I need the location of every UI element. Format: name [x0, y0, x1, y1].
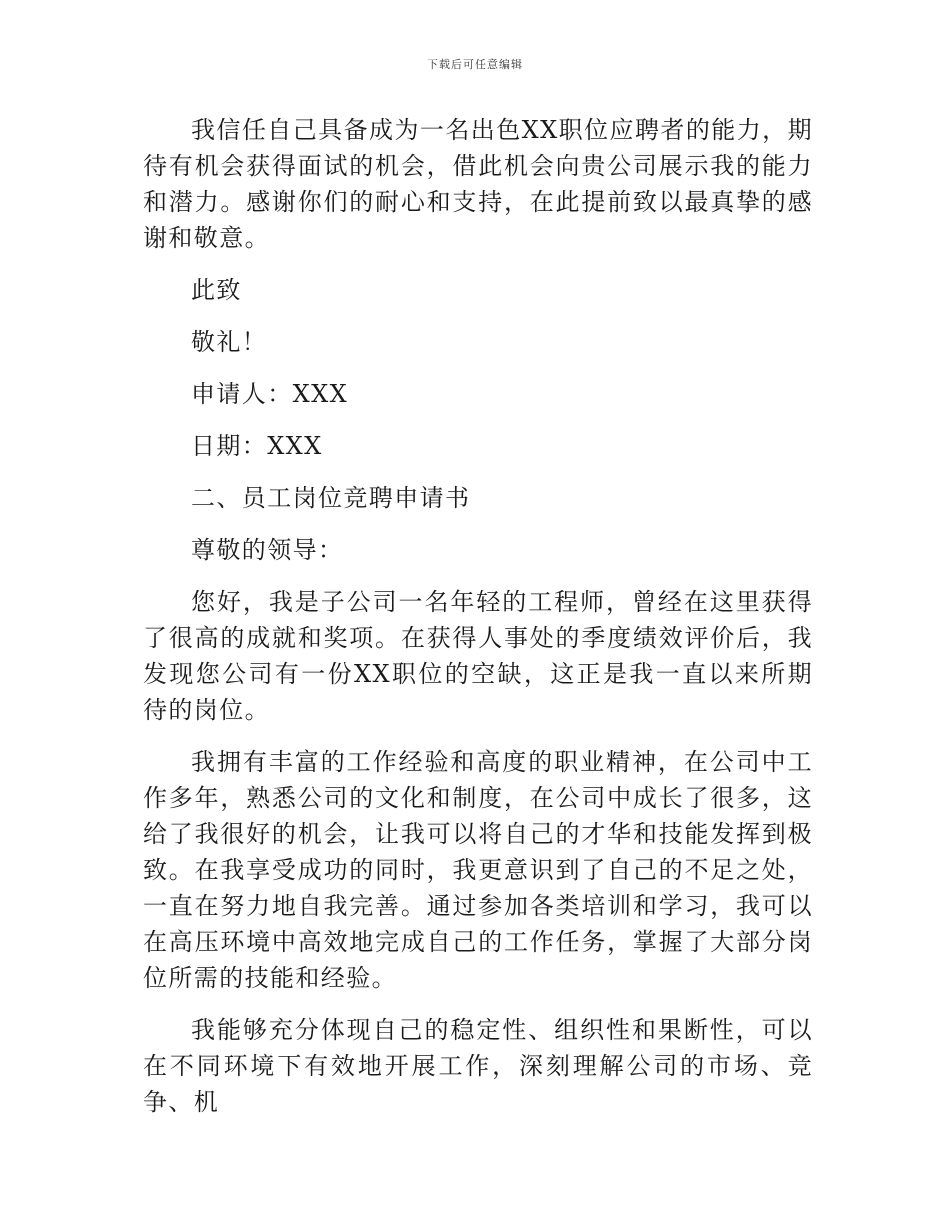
document-body — [143, 112, 813, 1120]
closing-line-1: 此致 — [191, 276, 242, 304]
paragraph-experience: 我拥有丰富的工作经验和高度的职业精神，在公司中工作多年，熟悉公司的文化和制度，在公司中成长了很多，这给了我很好的机会，让我可以将自己的才华和技能发挥到极致。在我享受成功的同时，我更意识到了自己的不足之处，一直在努力地自我完善。通过参加各类培训和学习，我可以在高压环境中高效地完成自己的工作任务，掌握了大部分岗位所需的技能和经验。 — [143, 748, 813, 992]
paragraph-qualities: 我能够充分体现自己的稳定性、组织性和果断性，可以在不同环境下有效地开展工作，深刻理解公司的市场、竞争、机 — [143, 1016, 813, 1116]
paragraph-intro: 您好，我是子公司一名年轻的工程师，曾经在这里获得了很高的成就和奖项。在获得人事处的季度绩效评价后，我发现您公司有一份XX职位的空缺，这正是我一直以来所期待的岗位。 — [143, 588, 813, 724]
closing-line-2: 敬礼！ — [191, 328, 268, 356]
section-title: 二、员工岗位竞聘申请书 — [191, 484, 471, 512]
date-line: 日期：XXX — [191, 432, 323, 460]
salutation: 尊敬的领导： — [191, 536, 344, 564]
applicant-line: 申请人：XXX — [191, 380, 349, 408]
paragraph-confidence: 我信任自己具备成为一名出色XX职位应聘者的能力，期待有机会获得面试的机会，借此机会向贵公司展示我的能力和潜力。感谢你们的耐心和支持，在此提前致以最真挚的感谢和敬意。 — [143, 116, 813, 252]
page-header: 下载后可任意编辑 — [427, 58, 523, 71]
